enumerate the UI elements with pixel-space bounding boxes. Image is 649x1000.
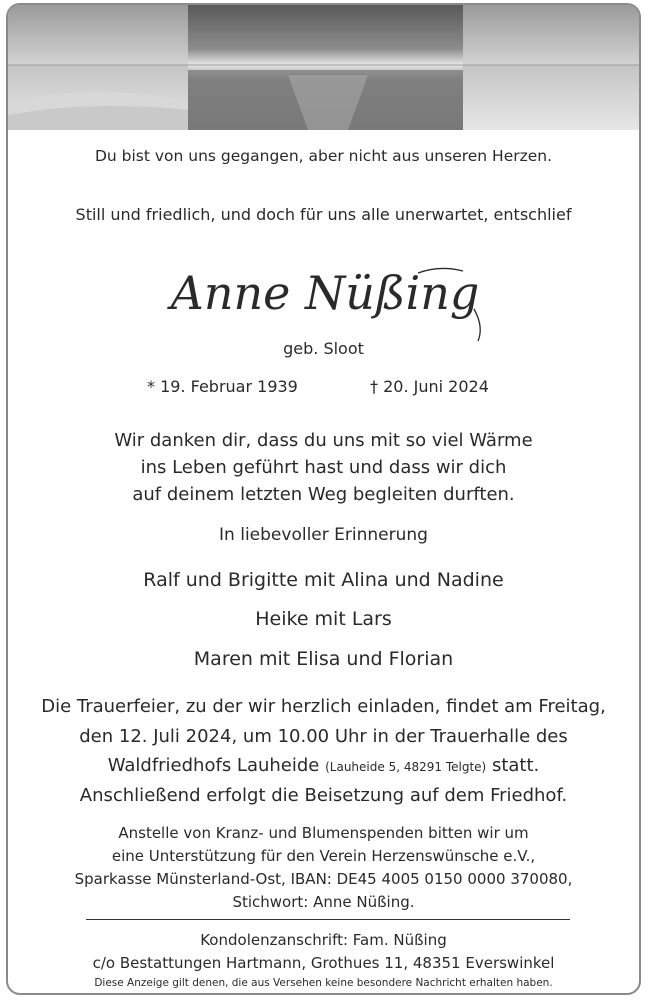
remembrance-text: In liebevoller Erinnerung — [219, 525, 428, 545]
donation-line: Anstelle von Kranz- und Blumenspenden bitten wir um — [118, 824, 529, 842]
sea-banner-image — [8, 5, 639, 130]
thanks-line: auf deinem letzten Weg begleiten durften. — [132, 484, 515, 505]
announcement-text: Still und friedlich, und doch für uns alle unerwartet, entschlief — [75, 205, 572, 224]
donation-line: Sparkasse Münsterland-Ost, IBAN: DE45 4005 0150 0000 370080, — [74, 870, 573, 888]
family-line: Ralf und Brigitte mit Alina und Nadine — [143, 569, 504, 591]
obituary-card — [6, 3, 641, 995]
funeral-line: den 12. Juli 2024, um 10.00 Uhr in der Trauerhalle des — [79, 726, 568, 747]
condolence-line: c/o Bestattungen Hartmann, Grothues 11, 48351 Everswinkel — [92, 954, 555, 972]
deceased-name: Anne Nüßing — [170, 266, 480, 320]
family-line: Maren mit Elisa und Florian — [193, 648, 454, 670]
funeral-line: Die Trauerfeier, zu der wir herzlich einladen, findet am Freitag, — [41, 696, 606, 717]
intro-text: Du bist von uns gegangen, aber nicht aus unseren Herzen. — [94, 147, 553, 165]
thanks-line: Wir danken dir, dass du uns mit so viel Wärme — [114, 430, 533, 451]
funeral-line — [8, 755, 639, 776]
donation-line: Stichwort: Anne Nüßing. — [232, 893, 415, 911]
funeral-venue: Waldfriedhofs Lauheide — [107, 755, 320, 776]
name-signature — [8, 257, 639, 347]
condolence-line: Kondolenzanschrift: Fam. Nüßing — [200, 931, 447, 949]
divider — [86, 919, 570, 920]
footnote: Diese Anzeige gilt denen, die aus Versehen keine besondere Nachricht erhalten haben. — [94, 977, 553, 989]
family-line: Heike mit Lars — [255, 608, 392, 630]
birth-name: geb. Sloot — [283, 339, 364, 358]
life-dates — [8, 377, 639, 399]
funeral-line-end: statt. — [491, 755, 540, 776]
funeral-address: (Lauheide 5, 48291 Telgte) — [325, 760, 487, 774]
birth-date: * 19. Februar 1939 — [147, 377, 298, 396]
death-date: † 20. Juni 2024 — [370, 377, 489, 396]
donation-line: eine Unterstützung für den Verein Herzenswünsche e.V., — [111, 847, 536, 865]
thanks-line: ins Leben geführt hast und dass wir dich — [140, 457, 507, 478]
funeral-line: Anschließend erfolgt die Beisetzung auf dem Friedhof. — [79, 785, 568, 806]
